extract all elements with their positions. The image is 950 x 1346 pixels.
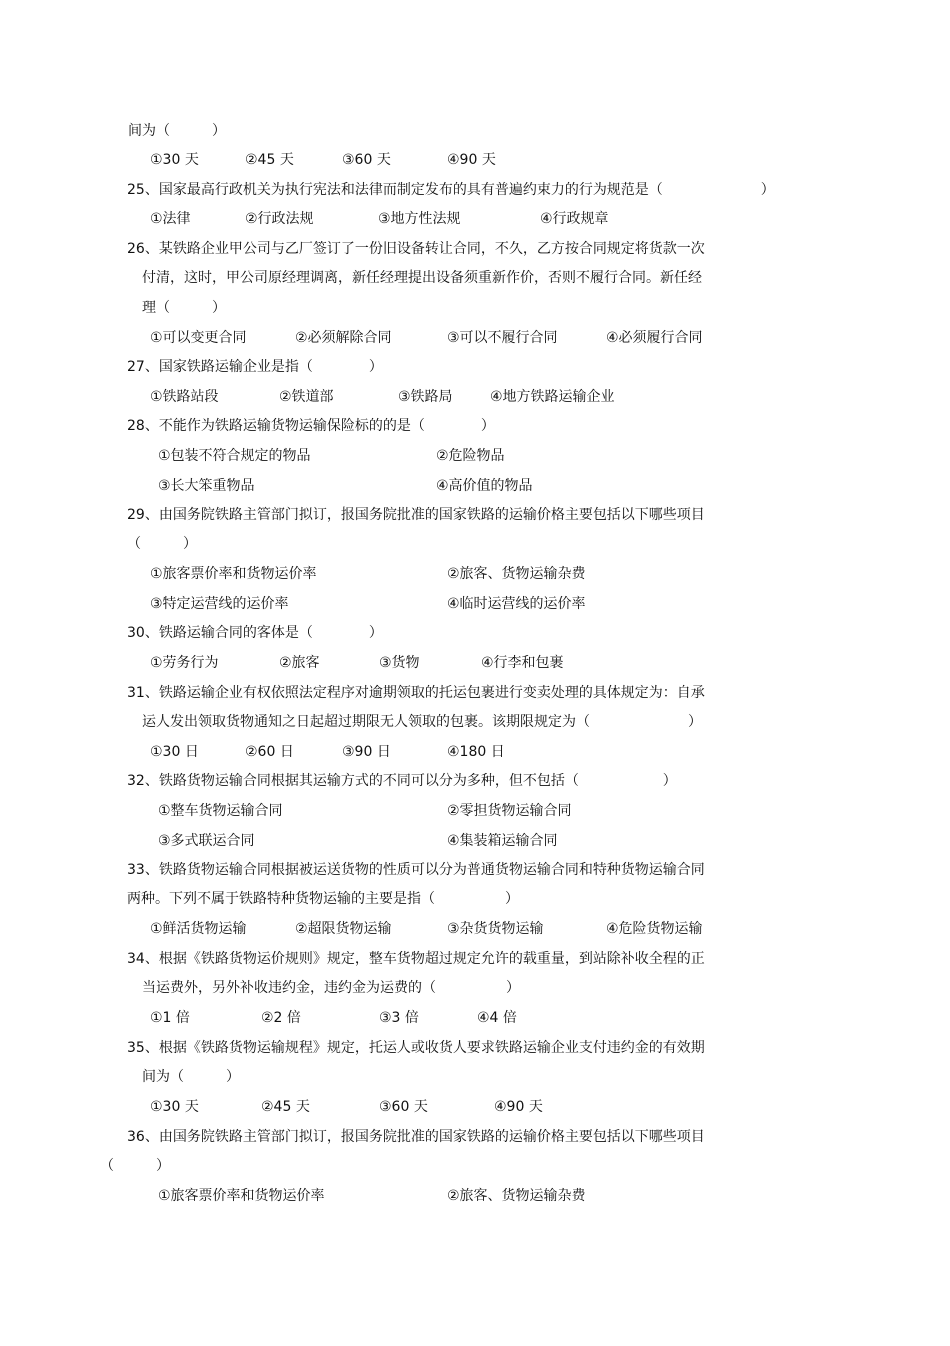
q31-option-4: ④180 日	[447, 744, 505, 760]
q33-option-4: ④危险货物运输	[606, 921, 703, 937]
q25-stem: 25、国家最高行政机关为执行宪法和法律而制定发布的具有普遍约束力的行为规范是（ ）	[127, 182, 775, 198]
q27-option-4: ④地方铁路运输企业	[490, 389, 615, 405]
q26-option-1: ①可以变更合同	[150, 330, 247, 346]
q24-option-1: ①30 天	[150, 152, 199, 168]
q24-option-2: ②45 天	[245, 152, 294, 168]
q35-option-2: ②45 天	[261, 1099, 310, 1115]
q29-option-4: ④临时运营线的运价率	[447, 596, 586, 612]
q31-option-3: ③90 日	[342, 744, 391, 760]
q30-option-1: ①劳务行为	[150, 655, 219, 671]
q36-stem-line2: （ ）	[100, 1158, 170, 1174]
q35-stem-line2: 间为（ ）	[142, 1069, 240, 1085]
q33-option-1: ①鲜活货物运输	[150, 921, 247, 937]
q29-option-3: ③特定运营线的运价率	[150, 596, 289, 612]
q35-option-4: ④90 天	[494, 1099, 543, 1115]
q33-stem-line1: 33、铁路货物运输合同根据被运送货物的性质可以分为普通货物运输合同和特种货物运输合同	[127, 862, 705, 878]
q24-option-3: ③60 天	[342, 152, 391, 168]
q34-option-2: ②2 倍	[261, 1010, 301, 1026]
q36-option-2: ②旅客、货物运输杂费	[447, 1188, 586, 1204]
q31-option-2: ②60 日	[245, 744, 294, 760]
q34-option-1: ①1 倍	[150, 1010, 190, 1026]
q26-stem-line2: 付清，这时，甲公司原经理调离，新任经理提出设备须重新作价，否则不履行合同。新任经	[142, 270, 702, 286]
q25-option-4: ④行政规章	[540, 211, 609, 227]
q33-option-3: ③杂货货物运输	[447, 921, 544, 937]
q31-option-1: ①30 日	[150, 744, 199, 760]
q35-option-1: ①30 天	[150, 1099, 199, 1115]
q32-option-1: ①整车货物运输合同	[158, 803, 283, 819]
q30-option-2: ②旅客	[279, 655, 320, 671]
q32-option-4: ④集装箱运输合同	[447, 833, 558, 849]
q28-option-4: ④高价值的物品	[436, 478, 533, 494]
q26-stem-line3: 理（ ）	[142, 300, 226, 316]
q36-stem-line1: 36、由国务院铁路主管部门拟订，报国务院批准的国家铁路的运输价格主要包括以下哪些项目	[127, 1129, 705, 1145]
q32-option-3: ③多式联运合同	[158, 833, 255, 849]
q34-stem-line1: 34、根据《铁路货物运价规则》规定，整车货物超过规定允许的载重量，到站除补收全程的正	[127, 951, 705, 967]
q35-option-3: ③60 天	[379, 1099, 428, 1115]
q29-option-1: ①旅客票价率和货物运价率	[150, 566, 317, 582]
q30-option-3: ③货物	[379, 655, 420, 671]
q35-stem-line1: 35、根据《铁路货物运输规程》规定，托运人或收货人要求铁路运输企业支付违约金的有效期	[127, 1040, 705, 1056]
q29-stem-line2: （ ）	[127, 536, 197, 552]
q27-option-2: ②铁道部	[279, 389, 334, 405]
q29-stem-line1: 29、由国务院铁路主管部门拟订，报国务院批准的国家铁路的运输价格主要包括以下哪些项目	[127, 507, 705, 523]
q24-option-4: ④90 天	[447, 152, 496, 168]
q34-option-4: ④4 倍	[477, 1010, 517, 1026]
q28-option-3: ③长大笨重物品	[158, 478, 255, 494]
q27-option-1: ①铁路站段	[150, 389, 219, 405]
q24-stem-cont: 间为（ ）	[128, 123, 226, 139]
q25-option-2: ②行政法规	[245, 211, 314, 227]
q27-option-3: ③铁路局	[398, 389, 453, 405]
q32-option-2: ②零担货物运输合同	[447, 803, 572, 819]
q26-option-4: ④必须履行合同	[606, 330, 703, 346]
q29-option-2: ②旅客、货物运输杂费	[447, 566, 586, 582]
q25-option-1: ①法律	[150, 211, 191, 227]
q33-option-2: ②超限货物运输	[295, 921, 392, 937]
q34-option-3: ③3 倍	[379, 1010, 419, 1026]
q32-stem: 32、铁路货物运输合同根据其运输方式的不同可以分为多种，但不包括（ ）	[127, 773, 677, 789]
q25-option-3: ③地方性法规	[378, 211, 461, 227]
q31-stem-line1: 31、铁路运输企业有权依照法定程序对逾期领取的托运包裹进行变卖处理的具体规定为：自承	[127, 685, 705, 701]
q27-stem: 27、国家铁路运输企业是指（ ）	[127, 359, 383, 375]
q26-stem-line1: 26、某铁路企业甲公司与乙厂签订了一份旧设备转让合同，不久，乙方按合同规定将货款一次	[127, 241, 705, 257]
q28-stem: 28、不能作为铁路运输货物运输保险标的的是（ ）	[127, 418, 495, 434]
q26-option-3: ③可以不履行合同	[447, 330, 558, 346]
q36-option-1: ①旅客票价率和货物运价率	[158, 1188, 325, 1204]
q26-option-2: ②必须解除合同	[295, 330, 392, 346]
q31-stem-line2: 运人发出领取货物通知之日起超过期限无人领取的包裹。该期限规定为（ ）	[142, 714, 702, 730]
q33-stem-line2: 两种。下列不属于铁路特种货物运输的主要是指（ ）	[127, 891, 519, 907]
q34-stem-line2: 当运费外，另外补收违约金，违约金为运费的（ ）	[142, 980, 520, 996]
q28-option-1: ①包装不符合规定的物品	[158, 448, 311, 464]
q28-option-2: ②危险物品	[436, 448, 505, 464]
q30-stem: 30、铁路运输合同的客体是（ ）	[127, 625, 383, 641]
q30-option-4: ④行李和包裹	[481, 655, 564, 671]
